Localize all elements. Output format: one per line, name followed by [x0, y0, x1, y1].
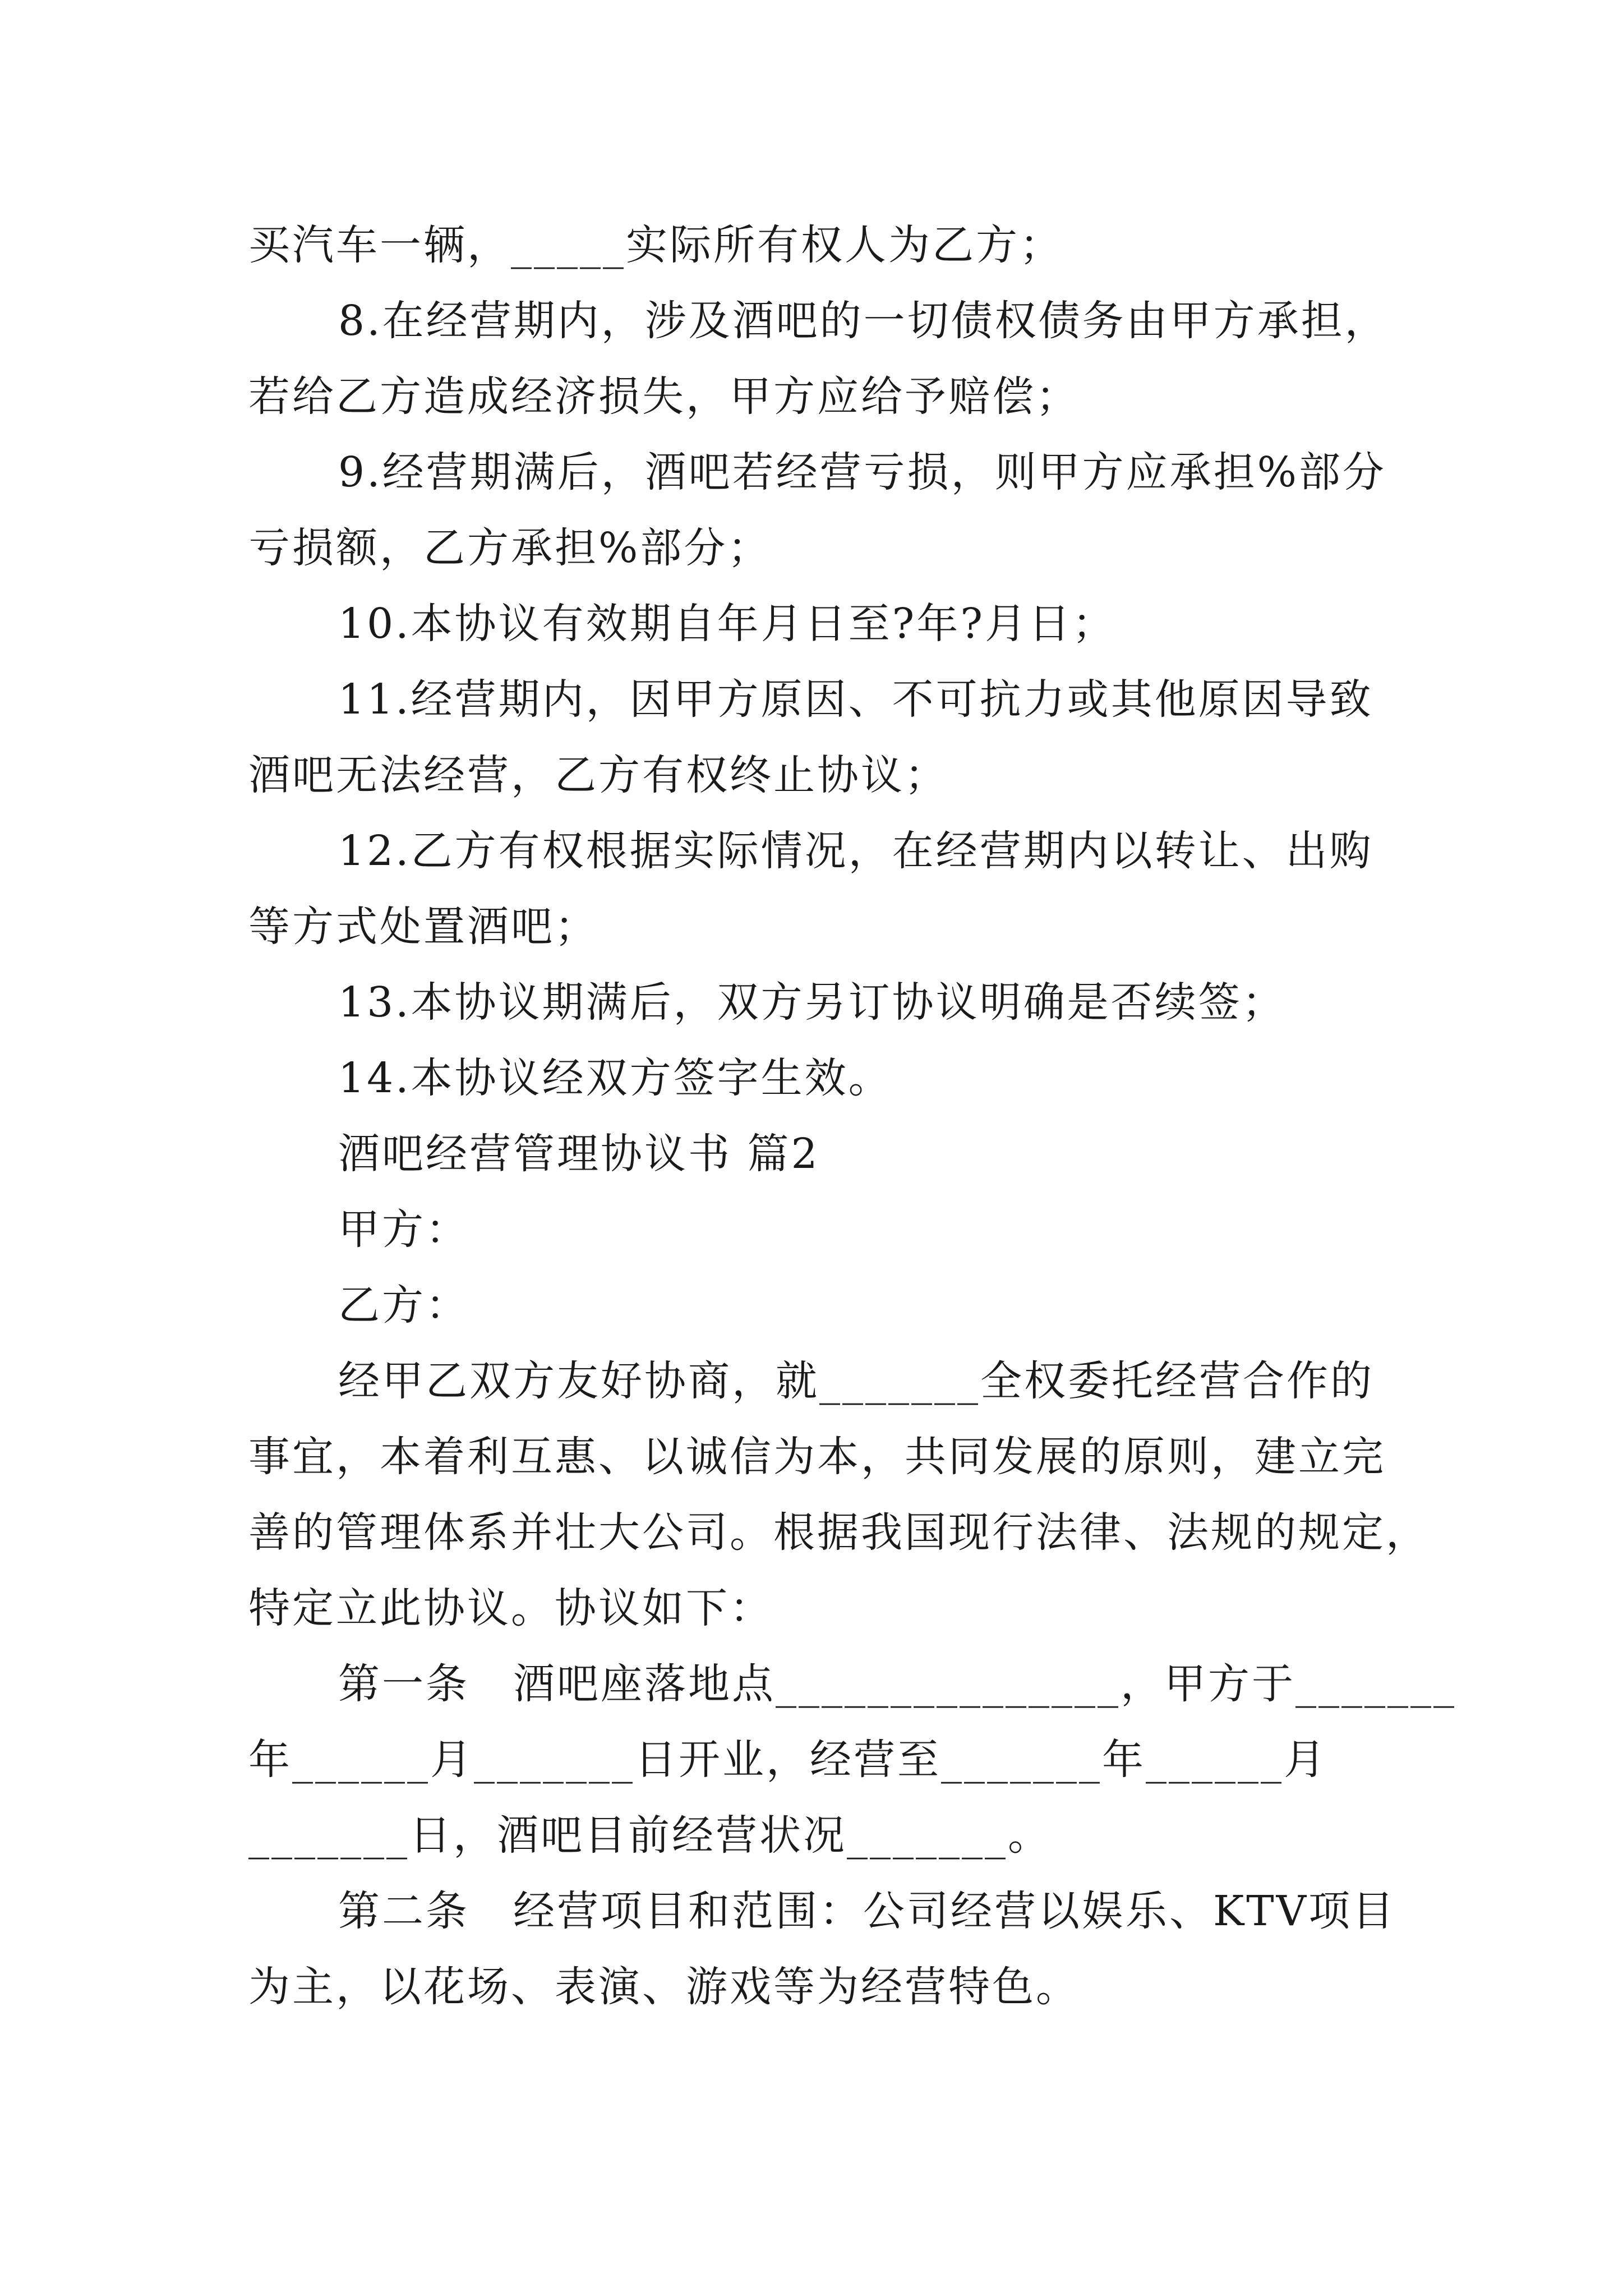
text-line: 11.经营期内，因甲方原因、不可抗力或其他原因导致	[338, 675, 1373, 724]
text-line: 买汽车一辆，_____实际所有权人为乙方；	[248, 221, 1063, 269]
text-line: _______日，酒吧目前经营状况_______。	[248, 1811, 1052, 1860]
text-line: 12.乙方有权根据实际情况，在经营期内以转让、出购	[338, 827, 1373, 875]
party-b-label: 乙方：	[338, 1281, 469, 1329]
text-line: 事宜，本着利互惠、以诚信为本，共同发展的原则，建立完	[248, 1433, 1386, 1481]
text-line: 14.本协议经双方签字生效。	[338, 1054, 892, 1102]
text-line: 8.在经营期内，涉及酒吧的一切债权债务由甲方承担，	[338, 297, 1389, 345]
party-a-label: 甲方：	[338, 1205, 469, 1254]
text-line: 13.本协议期满后，双方另订协议明确是否续签；	[338, 978, 1286, 1027]
text-line: 若给乙方造成经济损失，甲方应给予赔偿；	[248, 372, 1080, 421]
section-heading: 酒吧经营管理协议书 篇2	[338, 1130, 820, 1178]
text-line: 特定立此协议。协议如下：	[248, 1584, 773, 1632]
text-line: 第一条 酒吧座落地点_______________，甲方于_______	[338, 1660, 1456, 1708]
text-line: 亏损额，乙方承担%部分；	[248, 524, 772, 572]
text-line: 年______月_______日开业，经营至_______年______月	[248, 1736, 1327, 1784]
text-line: 为主，以花场、表演、游戏等为经营特色。	[248, 1963, 1080, 2011]
text-line: 第二条 经营项目和范围：公司经营以娱乐、KTV项目	[338, 1887, 1396, 1935]
text-line: 9.经营期满后，酒吧若经营亏损，则甲方应承担%部分	[338, 448, 1386, 496]
text-line: 酒吧无法经营，乙方有权终止协议；	[248, 751, 948, 799]
text-line: 10.本协议有效期自年月日至?年?月日；	[338, 600, 1117, 648]
text-line: 善的管理体系并壮大公司。根据我国现行法律、法规的规定，	[248, 1508, 1430, 1557]
text-line: 经甲乙双方友好协商，就_______全权委托经营合作的	[338, 1357, 1374, 1405]
text-line: 等方式处置酒吧；	[248, 903, 598, 951]
